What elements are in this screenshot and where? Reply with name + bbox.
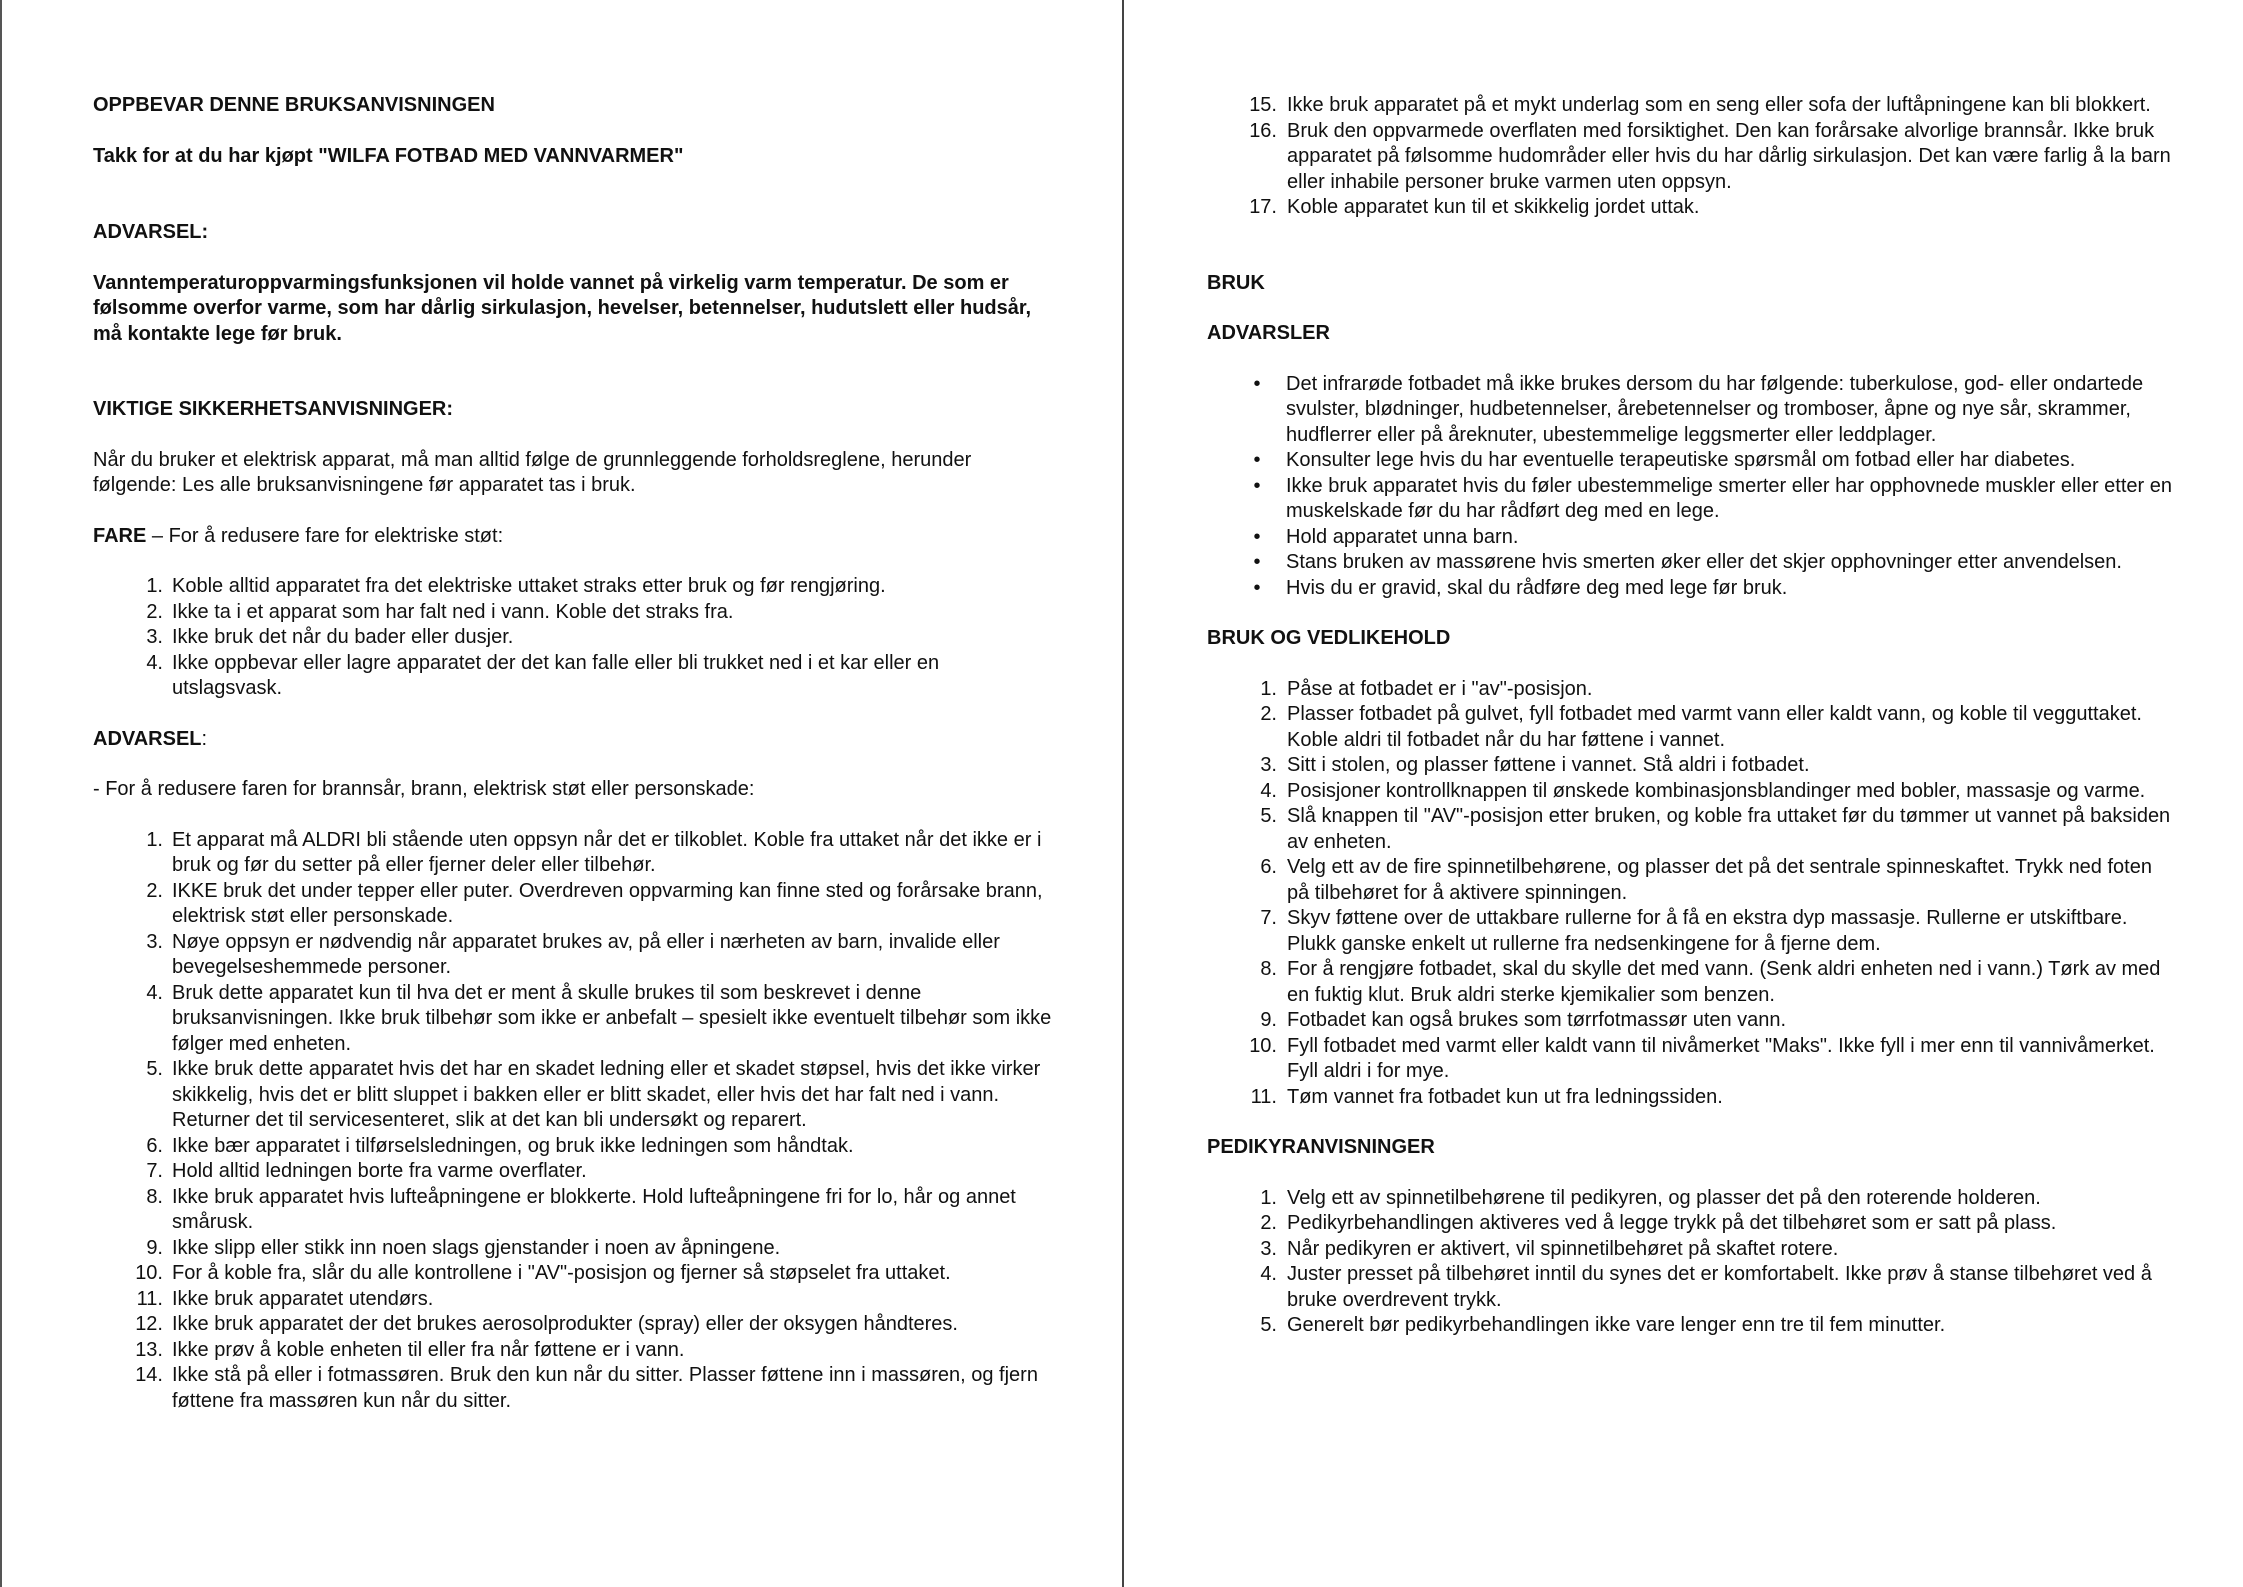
list-item-text: Ikke bruk apparatet utendørs. xyxy=(172,1287,434,1310)
list-item xyxy=(1207,753,2172,779)
list-item xyxy=(1207,855,2172,906)
list-item-text: Velg ett av de fire spinnetilbehørene, og plasser det på det sentrale spinneskaftet. Trykk ned foten på tilbehøret for å aktivere spinningen. xyxy=(1287,856,2152,904)
list-item xyxy=(1207,1034,2172,1085)
bullet-marker: • xyxy=(1253,474,1261,497)
list-item xyxy=(93,574,1053,600)
list-item-text: Ikke slipp eller stikk inn noen slags gjenstander i noen av åpningene. xyxy=(172,1236,781,1259)
list-item-text: Pedikyrbehandlingen aktiveres ved å legge trykk på det tilbehøret som er satt på plass. xyxy=(1287,1212,2057,1234)
item-number: 8. xyxy=(146,1185,163,1208)
item-number: 1. xyxy=(1260,677,1277,700)
item-number: 4. xyxy=(146,651,163,674)
list-item xyxy=(1207,779,2172,805)
list-item xyxy=(93,1261,1053,1287)
list-item-text: Ikke bruk apparatet hvis lufteåpningene er blokkerte. Hold lufteåpningene fri for lo, hår og annet smårusk. xyxy=(172,1185,1016,1233)
list-item xyxy=(1207,1262,2172,1313)
item-number: 3. xyxy=(1260,754,1277,776)
list-item xyxy=(1207,372,2172,449)
list-item xyxy=(1207,195,2172,221)
list-item xyxy=(93,828,1053,879)
item-number: 3. xyxy=(1260,1237,1277,1260)
item-number: 1. xyxy=(1260,1186,1277,1209)
list-item-text: Ikke bruk det når du bader eller dusjer. xyxy=(172,626,514,648)
list-item xyxy=(1207,550,2172,576)
list-item xyxy=(1207,1237,2172,1263)
list-item-text: Bruk den oppvarmede overflaten med forsiktighet. Den kan forårsake alvorlige brannsår. Ikke bruk apparatet på følsomme hudområder eller hvis du har dårlig sirkulasjon. Det kan være farlig å la barn eller inhabile personer bruke varmen uten oppsyn. xyxy=(1287,119,2171,193)
list-item xyxy=(1207,1313,2172,1339)
page-divider xyxy=(1122,0,1124,1587)
list-item-text: Ikke bruk dette apparatet hvis det har en skadet ledning eller et skadet støpsel, hvis det ikke virker skikkelig, hvis det er blitt sluppet i bakken eller er blitt skadet, eller hvis det har falt ned i vann. Returner det til servicesenteret, slik at det kan bli undersøkt og reparert. xyxy=(172,1058,1041,1131)
list-item-text: Slå knappen til "AV"-posisjon etter bruken, og koble fra uttaket før du tømmer ut vannet på baksiden av enheten. xyxy=(1287,805,2171,853)
list-item-text: Et apparat må ALDRI bli stående uten oppsyn når det er tilkoblet. Koble fra uttaket når det ikke er i bruk og før du setter på eller fjerner deler eller tilbehør. xyxy=(172,828,1042,876)
fare-text: – For å redusere fare for elektriske støt: xyxy=(146,524,504,547)
left-page xyxy=(93,93,1053,1414)
item-number: 1. xyxy=(146,575,163,597)
list-item xyxy=(1207,448,2172,474)
pedikyr-list xyxy=(1207,1186,2172,1339)
item-number: 4. xyxy=(1260,1263,1277,1285)
list-item-text: Juster presset på tilbehøret inntil du synes det er komfortabelt. Ikke prøv å stanse tilbehøret ved å bruke overdrevent trykk. xyxy=(1287,1263,2152,1311)
advarsel-heading xyxy=(93,727,1053,753)
list-item-text: Ikke bruk apparatet hvis du føler ubestemmelige smerter eller har opphovnede muskler eller etter en muskelskade før du har rådført deg med en lege. xyxy=(1286,474,2172,522)
item-number: 2. xyxy=(1260,1212,1277,1234)
advarsler-heading: ADVARSLER xyxy=(1207,322,1330,344)
list-item xyxy=(93,1287,1053,1313)
list-item xyxy=(93,1338,1053,1364)
list-item xyxy=(1207,1211,2172,1237)
list-item-text: Ikke bruk apparatet der det brukes aerosolprodukter (spray) eller der oksygen håndteres. xyxy=(172,1313,958,1335)
list-item xyxy=(1207,804,2172,855)
list-item xyxy=(93,600,1053,626)
bullet-marker: • xyxy=(1253,551,1261,573)
item-number: 9. xyxy=(1260,1009,1277,1031)
warning-text: Vanntemperaturoppvarmingsfunksjonen vil holde vannet på virkelig varm temperatur. De som er følsomme overfor varme, som har dårlig sirkulasjon, hevelser, betennelser, hudutslett eller hudsår, må kontakte lege før bruk. xyxy=(93,271,1032,345)
list-item xyxy=(93,1312,1053,1338)
item-number: 5. xyxy=(1260,1314,1277,1336)
list-item-text: Posisjoner kontrollknappen til ønskede kombinasjonsblandinger med bobler, massasje og varme. xyxy=(1287,779,2146,802)
bullet-marker: • xyxy=(1253,576,1261,599)
list-item xyxy=(93,1057,1053,1134)
item-number: 14. xyxy=(135,1364,163,1386)
list-item-text: Ikke oppbevar eller lagre apparatet der det kan falle eller bli trukket ned i et kar eller en utslagsvask. xyxy=(172,651,940,699)
list-item xyxy=(93,1185,1053,1236)
item-number: 11. xyxy=(136,1287,163,1310)
list-item xyxy=(93,1363,1053,1414)
list-item-text: Nøye oppsyn er nødvendig når apparatet brukes av, på eller i nærheten av barn, invalide eller bevegelseshemmede personer. xyxy=(172,930,1000,978)
advarsel-colon: : xyxy=(201,727,208,750)
list-item-text: Stans bruken av massørene hvis smerten øker eller det skjer opphovninger etter anvendelsen. xyxy=(1286,551,2122,573)
advarsler-list xyxy=(1207,372,2172,602)
list-item-text: Koble apparatet kun til et skikkelig jordet uttak. xyxy=(1287,196,1700,218)
list-item xyxy=(1207,576,2172,602)
item-number: 15. xyxy=(1249,94,1277,116)
item-number: 5. xyxy=(1260,805,1277,827)
list-item-text: Hvis du er gravid, skal du rådføre deg med lege før bruk. xyxy=(1286,576,1788,599)
item-number: 16. xyxy=(1249,119,1277,142)
list-item xyxy=(93,981,1053,1058)
vedlikehold-heading: BRUK OG VEDLIKEHOLD xyxy=(1207,627,1451,649)
continued-safety-list xyxy=(1207,93,2172,221)
list-item-text: Sitt i stolen, og plasser føttene i vannet. Stå aldri i fotbadet. xyxy=(1287,754,1810,776)
bullet-marker: • xyxy=(1253,372,1261,395)
advarsel-label: ADVARSEL xyxy=(93,727,202,750)
list-item xyxy=(1207,906,2172,957)
advarsel-list xyxy=(93,828,1053,1415)
list-item xyxy=(93,1236,1053,1262)
list-item-text: Bruk dette apparatet kun til hva det er ment å skulle brukes til som beskrevet i denne bruksanvisningen. Ikke bruk tilbehør som ikke er anbefalt – spesielt ikke eventuelt tilbehør som ikke følger med enheten. xyxy=(172,981,1052,1055)
list-item-text: Det infrarøde fotbadet må ikke brukes dersom du har følgende: tuberkulose, god- eller ondartede svulster, blødninger, hudbetennelser, årebetennelser og tromboser, åpne og nye sår, skrammer, hudflerrer eller på åreknuter, ubestemmelige leggsmerter eller leddplager. xyxy=(1286,372,2144,446)
list-item-text: Fotbadet kan også brukes som tørrfotmassør uten vann. xyxy=(1287,1009,1787,1031)
bruk-heading: BRUK xyxy=(1207,271,1265,294)
list-item-text: Hold apparatet unna barn. xyxy=(1286,525,1519,548)
list-item-text: Koble alltid apparatet fra det elektriske uttaket straks etter bruk og før rengjøring. xyxy=(172,575,886,597)
list-item-text: Fyll fotbadet med varmt eller kaldt vann til nivåmerket "Maks". Ikke fyll i mer enn til vannivåmerket. Fyll aldri i for mye. xyxy=(1287,1034,2155,1082)
vedlikehold-list xyxy=(1207,677,2172,1111)
list-item-text: Ikke stå på eller i fotmassøren. Bruk den kun når du sitter. Plasser føttene inn i massøren, og fjern føttene fra massøren kun når du sitter. xyxy=(172,1364,1038,1412)
item-number: 9. xyxy=(146,1236,163,1259)
item-number: 10. xyxy=(135,1262,163,1284)
warning-heading: ADVARSEL: xyxy=(93,221,209,243)
item-number: 4. xyxy=(146,981,163,1004)
list-item xyxy=(1207,119,2172,196)
item-number: 8. xyxy=(1260,958,1277,980)
item-number: 10. xyxy=(1249,1034,1277,1057)
fare-list xyxy=(93,574,1053,702)
list-item xyxy=(1207,677,2172,703)
list-item xyxy=(93,625,1053,651)
list-item xyxy=(93,879,1053,930)
list-item xyxy=(1207,1186,2172,1212)
list-item xyxy=(1207,957,2172,1008)
list-item-text: Ikke prøv å koble enheten til eller fra når føttene er i vann. xyxy=(172,1338,685,1361)
list-item-text: Velg ett av spinnetilbehørene til pedikyren, og plasser det på den roterende holderen. xyxy=(1287,1186,2041,1209)
item-number: 13. xyxy=(135,1338,163,1361)
item-number: 7. xyxy=(1260,907,1277,929)
list-item-text: Påse at fotbadet er i "av"-posisjon. xyxy=(1287,677,1593,700)
item-number: 6. xyxy=(146,1134,163,1157)
list-item-text: Konsulter lege hvis du har eventuelle terapeutiske spørsmål om fotbad eller har diabetes. xyxy=(1286,449,2076,471)
item-number: 5. xyxy=(146,1058,163,1080)
item-number: 2. xyxy=(146,600,163,623)
item-number: 1. xyxy=(146,828,163,851)
document-title: OPPBEVAR DENNE BRUKSANVISNINGEN xyxy=(93,94,495,116)
pedikyr-heading: PEDIKYRANVISNINGER xyxy=(1207,1136,1435,1158)
item-number: 3. xyxy=(146,930,163,953)
list-item xyxy=(1207,93,2172,119)
item-number: 3. xyxy=(146,626,163,648)
item-number: 7. xyxy=(146,1160,163,1182)
fare-intro xyxy=(93,524,1053,550)
list-item-text: For å rengjøre fotbadet, skal du skylle det med vann. (Senk aldri enheten ned i vann.) Tørk av med en fuktig klut. Bruk aldri sterke kjemikalier som benzen. xyxy=(1287,958,2161,1006)
list-item-text: Ikke bruk apparatet på et mykt underlag som en seng eller sofa der luftåpningene kan bli blokkert. xyxy=(1287,94,2151,116)
list-item-text: Ikke bær apparatet i tilførselsledningen, og bruk ikke ledningen som håndtak. xyxy=(172,1134,854,1157)
list-item-text: Hold alltid ledningen borte fra varme overflater. xyxy=(172,1160,587,1182)
right-page xyxy=(1207,93,2172,1339)
thanks-line: Takk for at du har kjøpt "WILFA FOTBAD MED VANNVARMER" xyxy=(93,144,684,167)
list-item xyxy=(1207,1008,2172,1034)
list-item xyxy=(93,1134,1053,1160)
list-item-text: Plasser fotbadet på gulvet, fyll fotbadet med varmt vann eller kaldt vann, og koble til vegguttaket. Koble aldri til fotbadet når du har føttene i vannet. xyxy=(1287,703,2142,751)
list-item xyxy=(1207,525,2172,551)
list-item xyxy=(93,651,1053,702)
item-number: 11. xyxy=(1250,1085,1277,1108)
item-number: 6. xyxy=(1260,856,1277,878)
list-item-text: IKKE bruk det under tepper eller puter. Overdreven oppvarming kan finne sted og forårsake brann, elektrisk støt eller personskade. xyxy=(172,879,1043,927)
list-item xyxy=(1207,1085,2172,1111)
list-item-text: For å koble fra, slår du alle kontrollene i "AV"-posisjon og fjerner så støpselet fra uttaket. xyxy=(172,1262,951,1284)
list-item xyxy=(1207,702,2172,753)
list-item-text: Tøm vannet fra fotbadet kun ut fra ledningssiden. xyxy=(1287,1085,1723,1108)
advarsel-intro: - For å redusere faren for brannsår, brann, elektrisk støt eller personskade: xyxy=(93,778,755,800)
list-item xyxy=(1207,474,2172,525)
safety-heading: VIKTIGE SIKKERHETSANVISNINGER: xyxy=(93,398,454,420)
item-number: 12. xyxy=(135,1313,163,1335)
list-item-text: Skyv føttene over de uttakbare rullerne for å få en ekstra dyp massasje. Rullerne er utskiftbare. Plukk ganske enkelt ut rullerne fra nedsenkingene for å fjerne dem. xyxy=(1287,907,2128,955)
page-edge xyxy=(0,0,2,1587)
item-number: 4. xyxy=(1260,779,1277,802)
list-item xyxy=(93,1159,1053,1185)
item-number: 2. xyxy=(1260,703,1277,725)
safety-intro: Når du bruker et elektrisk apparat, må man alltid følge de grunnleggende forholdsreglene, herunder følgende: Les alle bruksanvisningene før apparatet tas i bruk. xyxy=(93,448,972,496)
item-number: 2. xyxy=(146,879,163,902)
fare-label: FARE xyxy=(93,524,147,547)
item-number: 17. xyxy=(1249,196,1277,218)
bullet-marker: • xyxy=(1253,449,1261,471)
list-item xyxy=(93,930,1053,981)
list-item-text: Ikke ta i et apparat som har falt ned i vann. Koble det straks fra. xyxy=(172,600,734,623)
bullet-marker: • xyxy=(1253,525,1261,548)
list-item-text: Når pedikyren er aktivert, vil spinnetilbehøret på skaftet rotere. xyxy=(1287,1237,1839,1260)
list-item-text: Generelt bør pedikyrbehandlingen ikke vare lenger enn tre til fem minutter. xyxy=(1287,1314,1946,1336)
